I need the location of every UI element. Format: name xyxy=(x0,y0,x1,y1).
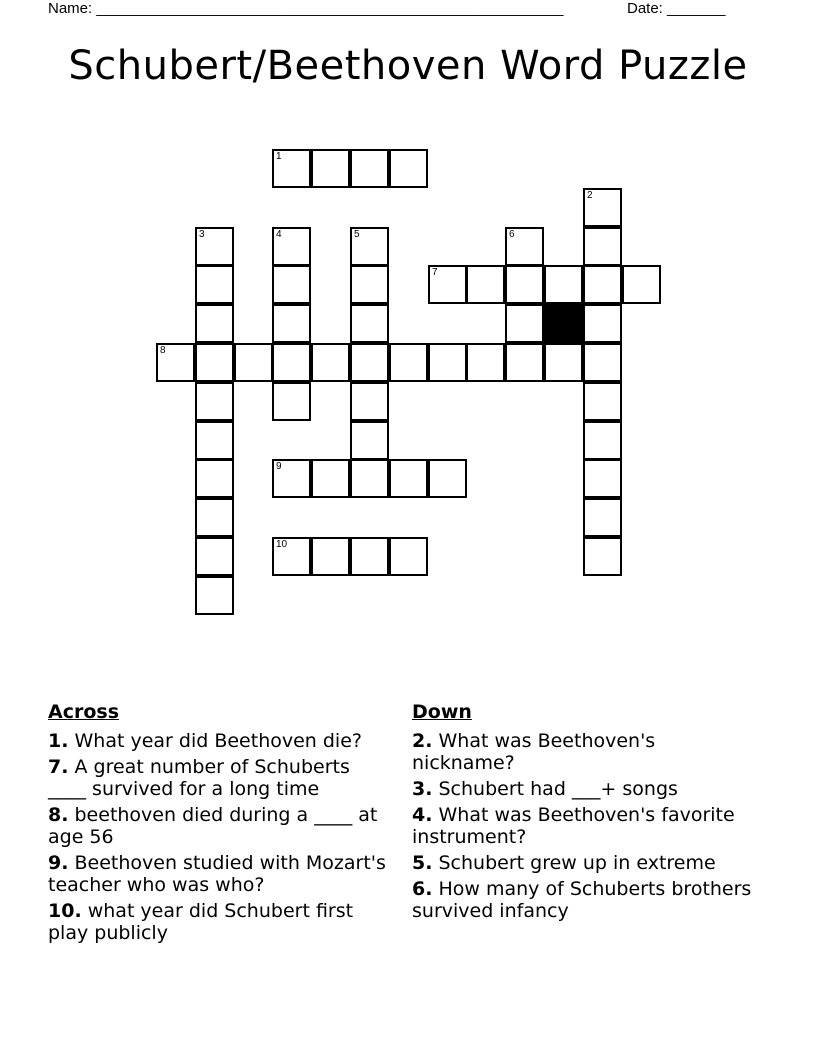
grid-cell[interactable] xyxy=(466,343,505,382)
clue-number: 1 xyxy=(276,151,282,162)
date-field-label: Date: _______ xyxy=(627,0,726,17)
grid-cell[interactable] xyxy=(583,498,622,537)
grid-cell[interactable] xyxy=(350,459,389,498)
grid-cell[interactable] xyxy=(195,343,234,382)
grid-cell[interactable] xyxy=(428,343,467,382)
grid-cell[interactable] xyxy=(350,227,389,266)
grid-cell[interactable] xyxy=(389,343,428,382)
grid-cell[interactable] xyxy=(195,459,234,498)
grid-cell[interactable] xyxy=(311,343,350,382)
grid-cell[interactable] xyxy=(195,382,234,421)
grid-cell[interactable] xyxy=(272,227,311,266)
grid-cell[interactable] xyxy=(505,343,544,382)
grid-cell[interactable] xyxy=(272,382,311,421)
clue-across-1: 1. What year did Beethoven die? xyxy=(48,730,362,752)
grid-cell[interactable] xyxy=(466,265,505,304)
grid-cell[interactable] xyxy=(544,343,583,382)
grid-cell[interactable] xyxy=(350,304,389,343)
grid-cell[interactable] xyxy=(234,343,273,382)
grid-cell[interactable] xyxy=(350,421,389,460)
grid-cell[interactable] xyxy=(156,343,195,382)
grid-cell-blocked xyxy=(544,304,583,343)
clue-across-10: 10. what year did Schubert first play publicly xyxy=(48,900,354,944)
grid-cell[interactable] xyxy=(272,343,311,382)
across-heading: Across xyxy=(48,701,120,723)
grid-cell[interactable] xyxy=(583,227,622,266)
grid-cell[interactable] xyxy=(350,149,389,188)
grid-cell[interactable] xyxy=(583,537,622,576)
clue-number: 6 xyxy=(509,229,515,240)
grid-cell[interactable] xyxy=(195,576,234,615)
grid-cell[interactable] xyxy=(389,537,428,576)
grid-cell[interactable] xyxy=(544,265,583,304)
clue-across-8: 8. beethoven died during a ____ at age 56 xyxy=(48,804,378,848)
grid-cell[interactable] xyxy=(389,459,428,498)
grid-cell[interactable] xyxy=(622,265,661,304)
grid-cell[interactable] xyxy=(311,459,350,498)
grid-cell[interactable] xyxy=(428,265,467,304)
across-clues xyxy=(48,700,388,948)
page-title: Schubert/Beethoven Word Puzzle xyxy=(68,43,748,89)
grid-cell[interactable] xyxy=(311,149,350,188)
grid-cell[interactable] xyxy=(272,459,311,498)
grid-cell[interactable] xyxy=(505,265,544,304)
clue-number: 4 xyxy=(276,229,282,240)
grid-cell[interactable] xyxy=(583,421,622,460)
clue-number: 5 xyxy=(354,229,360,240)
clue-number: 2 xyxy=(587,190,593,201)
clue-across-9: 9. Beethoven studied with Mozart's teacher who was who? xyxy=(48,852,386,896)
clue-down-6: 6. How many of Schuberts brothers survived infancy xyxy=(412,878,752,922)
clue-number: 7 xyxy=(432,267,438,278)
grid-cell[interactable] xyxy=(505,304,544,343)
grid-cell[interactable] xyxy=(583,459,622,498)
grid-cell[interactable] xyxy=(272,537,311,576)
clue-across-7: 7. A great number of Schuberts ____ survived for a long time xyxy=(48,756,350,800)
grid-cell[interactable] xyxy=(195,421,234,460)
clue-down-5: 5. Schubert grew up in extreme xyxy=(412,852,716,874)
grid-cell[interactable] xyxy=(195,227,234,266)
grid-cell[interactable] xyxy=(195,498,234,537)
grid-cell[interactable] xyxy=(311,537,350,576)
grid-cell[interactable] xyxy=(350,382,389,421)
grid-cell[interactable] xyxy=(583,265,622,304)
grid-cell[interactable] xyxy=(350,537,389,576)
grid-cell[interactable] xyxy=(272,304,311,343)
grid-cell[interactable] xyxy=(195,537,234,576)
clue-number: 10 xyxy=(276,539,288,550)
clue-down-3: 3. Schubert had ___+ songs xyxy=(412,778,678,800)
grid-cell[interactable] xyxy=(195,265,234,304)
grid-cell[interactable] xyxy=(505,227,544,266)
clue-number: 9 xyxy=(276,461,282,472)
grid-cell[interactable] xyxy=(428,459,467,498)
name-field-label: Name: ________________________________________________________ xyxy=(48,0,564,17)
down-clues xyxy=(412,700,752,926)
grid-cell[interactable] xyxy=(195,304,234,343)
grid-cell[interactable] xyxy=(350,265,389,304)
grid-cell[interactable] xyxy=(583,304,622,343)
clue-down-2: 2. What was Beethoven's nickname? xyxy=(412,730,656,774)
clue-number: 8 xyxy=(160,345,166,356)
grid-cell[interactable] xyxy=(350,343,389,382)
clue-number: 3 xyxy=(199,229,205,240)
grid-cell[interactable] xyxy=(389,149,428,188)
grid-cell[interactable] xyxy=(272,265,311,304)
grid-cell[interactable] xyxy=(583,188,622,227)
grid-cell[interactable] xyxy=(583,343,622,382)
grid-cell[interactable] xyxy=(272,149,311,188)
grid-cell[interactable] xyxy=(583,382,622,421)
down-heading: Down xyxy=(412,701,472,723)
clue-down-4: 4. What was Beethoven's favorite instrument? xyxy=(412,804,735,848)
